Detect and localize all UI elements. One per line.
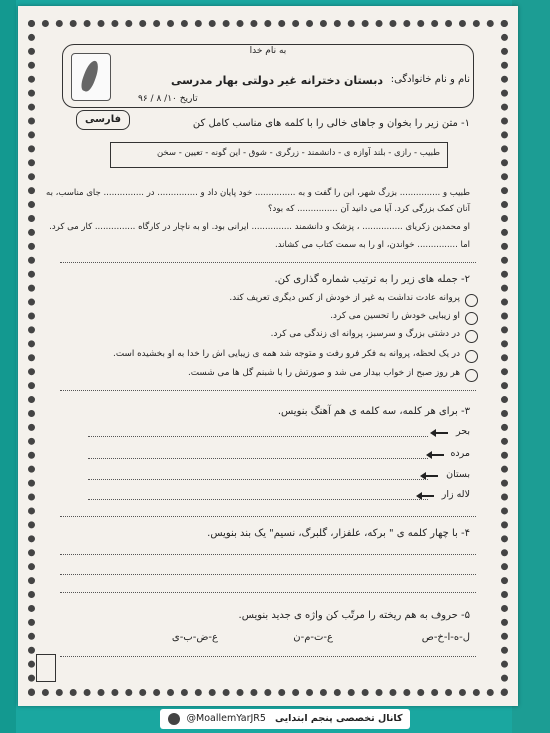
letter-group: ع-ض-ب-ی: [171, 632, 218, 643]
answer-line[interactable]: [60, 656, 476, 657]
q3-word: مرده: [450, 448, 470, 459]
order-circle[interactable]: [465, 294, 478, 307]
subject-tag: فارسی: [76, 110, 130, 130]
score-box: [36, 654, 56, 682]
school-logo-icon: [71, 53, 111, 101]
order-circle[interactable]: [465, 350, 478, 363]
school-name: دبستان دخترانه غیر دولتی بهار مدرسی: [171, 74, 383, 87]
arrow-left-icon: [426, 451, 444, 459]
footer-channel: کانال تخصصی پنجم ابتدایی: [274, 713, 403, 724]
answer-line[interactable]: [88, 436, 428, 437]
separator: [60, 262, 476, 263]
bismillah: به نام خدا: [249, 46, 287, 56]
q3-title: ۳- برای هر کلمه، سه کلمه ی هم آهنگ بنویس.: [277, 406, 470, 417]
q2-item: در دشتی بزرگ و سرسبز، پروانه ای زندگی می کرد.: [270, 329, 460, 339]
q3-word: بستان: [446, 469, 470, 480]
answer-line[interactable]: [88, 499, 428, 500]
footer-handle: @MoallemYarJR5: [186, 713, 266, 724]
q3-word: بحر: [455, 426, 470, 437]
q2-title: ۲- جمله های زیر را به ترتیب شماره گذاری کن.: [274, 274, 470, 285]
q1-line-1: طبیب و ............... بزرگ شهر، ابن را گفت و به ............... خود پایان داد و ............... در ............... جای مناسب، به: [46, 188, 470, 198]
separator: [60, 516, 476, 517]
letter-group: ل-ه-ا-خ-ص: [421, 632, 470, 643]
answer-line[interactable]: [60, 592, 476, 593]
exam-sheet: [18, 6, 518, 706]
answer-line[interactable]: [88, 479, 428, 480]
telegram-icon: [168, 713, 180, 725]
q2-item: هر روز صبح از خواب بیدار می شد و صورتش را با شبنم گل ها می شست.: [187, 368, 460, 378]
separator: [60, 390, 476, 391]
order-circle[interactable]: [465, 312, 478, 325]
letter-group: ع-ت-م-ن: [293, 632, 333, 643]
order-circle[interactable]: [465, 369, 478, 382]
q2-item: پروانه عادت نداشت به غیر از خودش از کس دیگری تعریف کند.: [229, 293, 460, 303]
q3-word: لاله زار: [441, 489, 470, 500]
q1-line-3: او محمدبن زکریای ............... ، پزشک و دانشمند ............... ایرانی بود. او به ناچار در کارگاه ............... کار می کرد.: [49, 222, 470, 232]
q5-title: ۵- حروف به هم ریخته را مرتّب کن واژه ی جدید بنویس.: [238, 610, 470, 621]
order-circle[interactable]: [465, 330, 478, 343]
q1-line-4: اما ............... خواندن، او را به سمت کتاب می کشاند.: [275, 240, 470, 250]
answer-line[interactable]: [88, 458, 428, 459]
q1-title: ۱- متن زیر را بخوان و جاهای خالی را با کلمه های مناسب کامل کن: [192, 118, 470, 129]
word-bank: طبیب - رازی - بلند آوازه ی - دانشمند - زرگری - شوق - این گونه - تعیین - سخن: [156, 148, 440, 158]
arrow-left-icon: [430, 429, 448, 437]
background-left: [0, 0, 16, 733]
answer-line[interactable]: [60, 574, 476, 575]
q4-title: ۴- با چهار کلمه ی " برکه، علفزار، گلبرگ، نسیم" یک بند بنویس.: [207, 528, 470, 539]
answer-line[interactable]: [60, 554, 476, 555]
footer-banner[interactable]: [160, 709, 410, 729]
q2-item: او زیبایی خودش را تحسین می کرد.: [330, 311, 460, 321]
exam-date: تاریخ ۱۰/ ۸ / ۹۶: [138, 94, 198, 104]
q1-line-2: آنان کمک بزرگی کرد. آیا می دانید آن ............... که بود؟: [268, 204, 470, 214]
name-label: نام و نام خانوادگی:: [390, 74, 470, 85]
q2-item: در یک لحظه، پروانه به فکر فرو رفت و متوجه شد همه ی زیبایی اش را خدا به او بخشیده است.: [113, 349, 460, 359]
